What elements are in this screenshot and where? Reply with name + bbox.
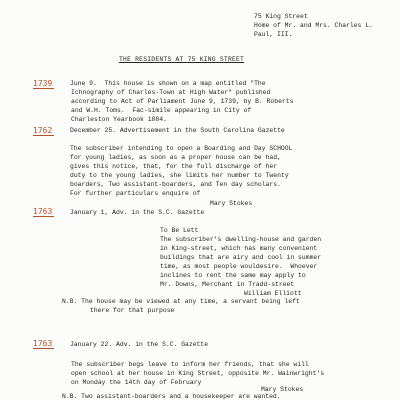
entry-text-line: gives this notice, that, for the full discharge of her <box>70 163 278 170</box>
entry-text-line: duty to the young ladies, she limits her number to Twenty <box>70 172 289 179</box>
entry-heading: January 1, Adv. in the S.C. Gazette <box>70 209 205 216</box>
entry-text-line: open school at her house in King Street, opposite Mr. Wainwright's <box>71 370 325 377</box>
entry-year: 1739 <box>33 79 53 88</box>
entry-note-line: N.B. Two assistant-boarders and a housekeeper are wanted. <box>62 393 281 400</box>
entry-signature: William Elliott <box>244 290 302 297</box>
entry-text-line: buildings that are airy and cool in summer <box>160 254 322 261</box>
entry-note-line: there for that purpose <box>90 307 175 314</box>
entry-text-line: for young ladies, as soon as a proper house can be had, <box>70 154 281 161</box>
entry-text-line: according to Act of Parliament June 9, 1739, by B. Roberts <box>71 98 294 105</box>
entry-note-line: N.B. The house may be viewed at any time, a servant being left <box>62 298 300 305</box>
entry-text-line: For further particulars enquire of <box>70 190 201 197</box>
entry-subheading: To Be Lett <box>160 227 199 234</box>
entry-text-line: in King-street, which has many convenient <box>160 245 318 252</box>
header-address-line: 75 King Street <box>254 13 308 20</box>
entry-year: 1762 <box>33 126 53 135</box>
entry-text-line: boarders, Two assistant-boarders, and Ten day scholars. <box>70 181 281 188</box>
entry-text-line: The subscriber begs leave to inform her friends, that she will <box>71 361 309 368</box>
entry-heading: January 22. Adv. in the S.C. Gazette <box>70 341 209 348</box>
document-title: THE RESIDENTS AT 75 KING STREET <box>119 56 245 63</box>
header-owner-line-cont: Paul, III. <box>254 31 293 38</box>
entry-text-line: The subscriber's dwelling-house and garden <box>160 236 322 243</box>
header-owner-line: Home of Mr. and Mrs. Charles L. <box>254 22 373 29</box>
entry-signature: Mary Stokes <box>261 386 304 393</box>
entry-signature: Mary Stokes <box>210 200 253 207</box>
entry-text-line: and W.H. Toms. Fac-simile appearing in City of <box>71 107 252 114</box>
entry-year: 1763 <box>33 339 53 348</box>
entry-heading: December 25. Advertisement in the South Carolina Gazette <box>70 127 285 134</box>
entry-text-line: Mr. Downs, Merchant in Tradd-street <box>160 281 295 288</box>
entry-text-line: Ichnography of Charles-Town at High Water" published <box>71 89 271 96</box>
entry-text-line: June 9. This house is shown on a map entitled "The <box>70 80 266 87</box>
entry-text-line: on Monday the 14th day of February <box>71 379 202 386</box>
entry-text-line: The subscriber intending to open a Boarding and Day SCHOOL <box>70 145 293 152</box>
entry-text-line: inclines to rent the same may apply to <box>160 272 306 279</box>
entry-text-line: Charleston Yearbook 1884. <box>71 116 167 123</box>
entry-year: 1763 <box>33 207 53 216</box>
entry-text-line: time, as most people wouldesire. Whoever <box>160 263 318 270</box>
